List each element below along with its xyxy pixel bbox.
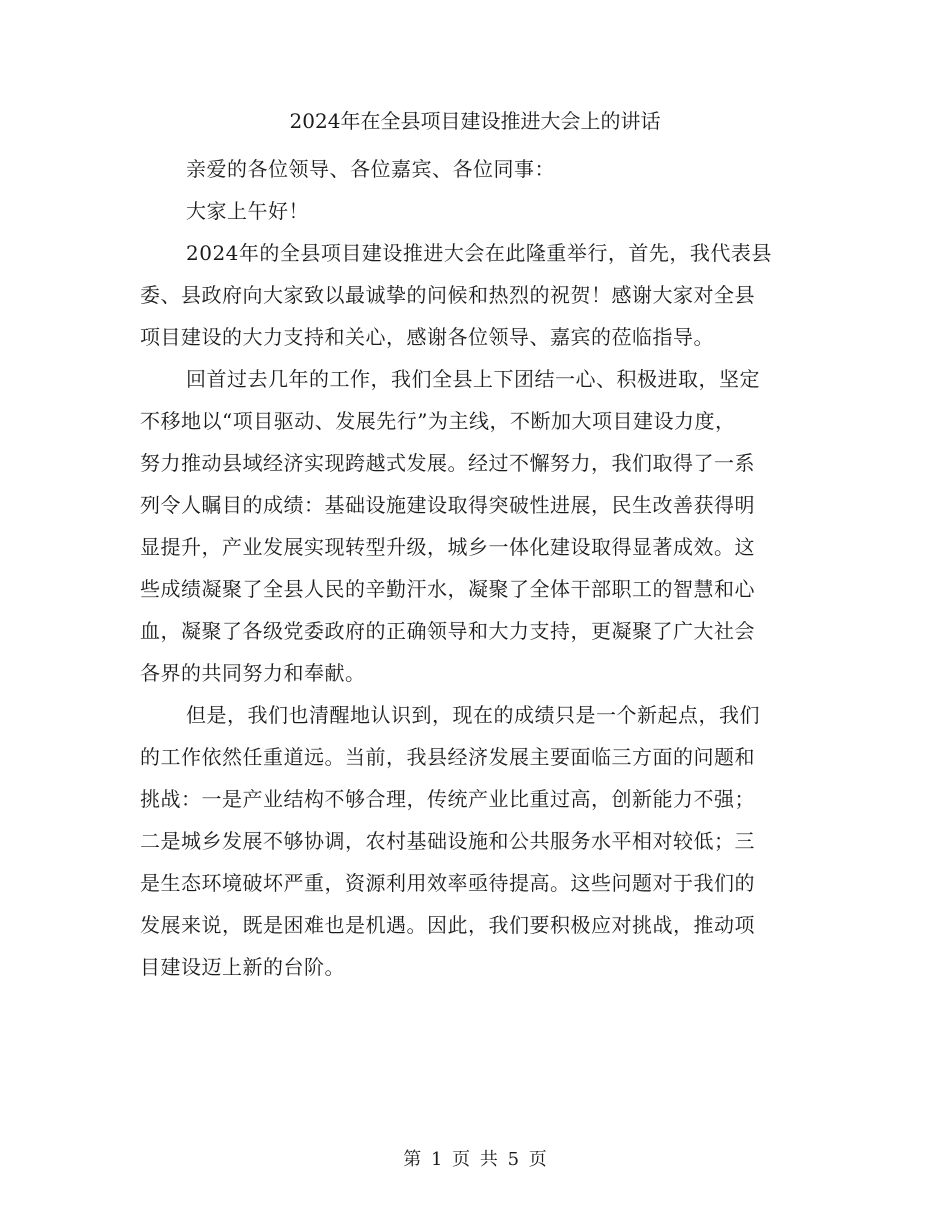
text-line: 委、县政府向大家致以最诚挚的问候和热烈的祝贺！感谢大家对全县: [140, 283, 755, 307]
paragraph-opening: [140, 232, 805, 358]
document-body: [140, 148, 805, 988]
text-line: 各界的共同努力和奉献。: [140, 661, 366, 685]
paragraph-challenges: [140, 694, 805, 988]
text-line: 回首过去几年的工作，我们全县上下团结一心、积极进取，坚定: [186, 367, 760, 391]
text-line: 列令人瞩目的成绩：基础设施建设取得突破性进展，民生改善获得明: [140, 493, 755, 517]
paragraph-greeting: [140, 190, 805, 232]
text-line: 但是，我们也清醒地认识到，现在的成绩只是一个新起点，我们: [186, 703, 760, 727]
text-line: 大家上午好！: [186, 199, 309, 223]
text-line: 不移地以“项目驱动、发展先行”为主线，不断加大项目建设力度，: [140, 409, 736, 433]
paragraph-salutation: [140, 148, 805, 190]
text-line: 发展来说，既是困难也是机遇。因此，我们要积极应对挑战，推动项: [140, 913, 755, 937]
text-line: 项目建设的大力支持和关心，感谢各位领导、嘉宾的莅临指导。: [140, 325, 714, 349]
text-line: 努力推动县域经济实现跨越式发展。经过不懈努力，我们取得了一系: [140, 451, 755, 475]
text-line: 的工作依然任重道远。当前，我县经济发展主要面临三方面的问题和: [140, 745, 755, 769]
text-line: 二是城乡发展不够协调，农村基础设施和公共服务水平相对较低；三: [140, 829, 755, 853]
page-footer: 第 1 页 共 5 页: [403, 1149, 547, 1170]
document-title: 2024年在全县项目建设推进大会上的讲话: [289, 109, 661, 133]
text-line: 挑战：一是产业结构不够合理，传统产业比重过高，创新能力不强；: [140, 787, 755, 811]
text-line: 亲爱的各位领导、各位嘉宾、各位同事：: [186, 157, 555, 181]
text-line: 2024年的全县项目建设推进大会在此隆重举行，首先，我代表县: [186, 241, 772, 265]
paragraph-review: [140, 358, 805, 694]
text-line: 目建设迈上新的台阶。: [140, 955, 345, 979]
text-line: 显提升，产业发展实现转型升级，城乡一体化建设取得显著成效。这: [140, 535, 755, 559]
text-line: 些成绩凝聚了全县人民的辛勤汗水，凝聚了全体干部职工的智慧和心: [140, 577, 755, 601]
text-line: 是生态环境破坏严重，资源利用效率亟待提高。这些问题对于我们的: [140, 871, 755, 895]
text-line: 血，凝聚了各级党委政府的正确领导和大力支持，更凝聚了广大社会: [140, 619, 755, 643]
